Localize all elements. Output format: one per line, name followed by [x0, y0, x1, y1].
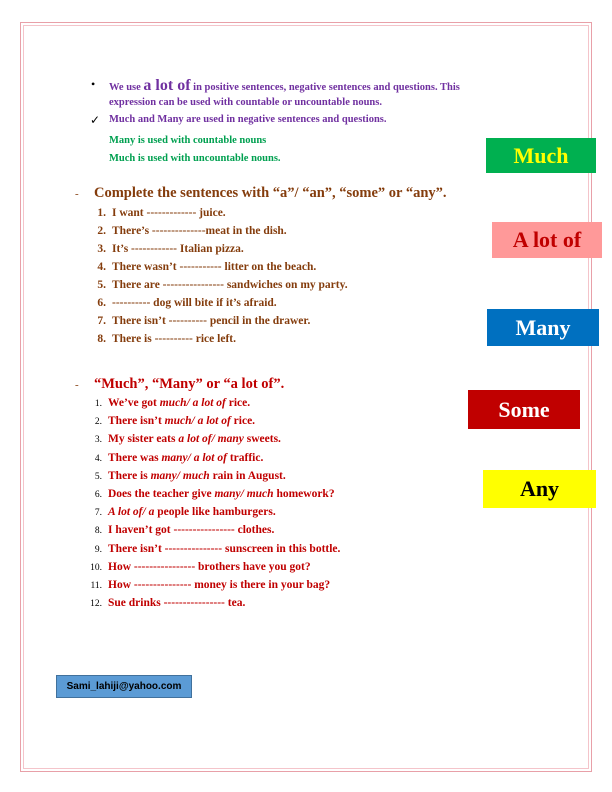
item-text: My sister eats [108, 433, 179, 446]
section-2-item [84, 470, 286, 482]
section-2-item [84, 524, 274, 536]
item-text: rain in August. [209, 469, 286, 482]
item-text: ---------- dog will bite if it’s afraid. [112, 297, 277, 309]
item-options: many/ much [214, 488, 274, 500]
item-options: A lot of/ a [108, 506, 155, 519]
intro-line-1 [109, 77, 460, 95]
section-1-dash: - [75, 188, 79, 200]
section-2-heading: “Much”, “Many” or “a lot of”. [94, 376, 285, 392]
word-box-much: Much [486, 138, 596, 173]
section-2-item [84, 506, 276, 518]
section-1-item [88, 297, 277, 309]
item-number: 6. [97, 297, 106, 309]
item-number: 9. [94, 544, 102, 555]
item-number: 5. [94, 471, 102, 482]
section-2-item [84, 579, 330, 591]
item-number: 8. [97, 333, 106, 345]
item-number: 11. [90, 581, 102, 591]
word-box-some: Some [468, 390, 580, 429]
intro-line-4: Many is used with countable nouns [109, 135, 267, 146]
item-number: 1. [94, 399, 102, 409]
section-2-item [84, 543, 340, 555]
item-text: We’ve got [108, 397, 160, 409]
section-2-item [84, 397, 250, 409]
email-label: Sami_lahiji@yahoo.com [56, 675, 192, 698]
section-2-item [84, 433, 281, 445]
item-text: I want ------------- juice. [112, 207, 226, 219]
intro-line-1-highlight: a lot of [143, 77, 191, 94]
item-options: a lot of/ many [178, 433, 244, 446]
item-text: There is ---------- rice left. [112, 333, 236, 345]
item-options: many/ a lot of [161, 451, 227, 464]
section-2-item [84, 561, 311, 573]
item-number: 1. [97, 207, 106, 219]
intro-line-1-pre: We use [109, 82, 144, 93]
section-1-item [88, 315, 310, 327]
item-text: rice. [225, 397, 251, 409]
section-2-item [84, 452, 263, 464]
intro-line-3: Much and Many are used in negative sentences and questions. [109, 114, 387, 125]
item-options: much/ a lot of [164, 415, 231, 428]
section-1-item [88, 261, 316, 273]
item-text: How --------------- money is there in your bag? [108, 579, 331, 591]
item-number: 10. [90, 562, 102, 573]
item-number: 3. [97, 243, 106, 255]
item-text: There wasn’t ----------- litter on the beach. [112, 261, 317, 273]
item-number: 7. [94, 508, 102, 519]
section-1-item [88, 333, 236, 345]
item-text: rice. [230, 415, 256, 428]
section-1-heading: Complete the sentences with “a”/ “an”, “some” or “any”. [94, 185, 447, 201]
item-options: much/ a lot of [159, 397, 226, 409]
item-number: 7. [97, 315, 106, 327]
item-number: 3. [94, 435, 102, 446]
item-number: 2. [97, 225, 106, 237]
bullet-dot: • [91, 77, 96, 91]
item-text: There isn’t [108, 415, 165, 428]
item-text: How ---------------- brothers have you got? [108, 560, 311, 573]
item-text: Sue drinks ---------------- tea. [108, 597, 246, 610]
section-1-item [88, 207, 226, 219]
item-text: There was [108, 451, 162, 464]
item-text: sweets. [243, 433, 281, 446]
word-box-any: Any [483, 470, 596, 508]
item-number: 2. [94, 417, 102, 428]
item-number: 8. [94, 526, 102, 537]
section-2-item [84, 597, 245, 609]
item-text: Does the teacher give [108, 488, 215, 500]
section-1-item [88, 279, 348, 291]
item-text: There are ---------------- sandwiches on my party. [112, 279, 348, 291]
word-box-a-lot-of: A lot of [492, 222, 602, 258]
section-2-item [84, 488, 335, 500]
section-1-item [88, 225, 287, 237]
item-text: It’s ------------ Italian pizza. [112, 243, 244, 255]
intro-line-2: expression can be used with countable or uncountable nouns. [109, 97, 382, 108]
section-2-dash: - [75, 379, 79, 391]
item-number: 4. [94, 453, 102, 464]
item-number: 6. [94, 490, 102, 500]
word-box-many: Many [487, 309, 599, 346]
item-number: 4. [97, 261, 106, 273]
item-text: There isn’t ---------- pencil in the drawer. [112, 315, 311, 327]
item-text: I haven’t got ---------------- clothes. [108, 524, 275, 537]
item-text: There isn’t --------------- sunscreen in this bottle. [108, 542, 341, 555]
item-number: 12. [90, 599, 102, 610]
checkmark-icon: ✓ [90, 113, 101, 127]
section-1-item [88, 243, 244, 255]
item-options: many/ much [150, 469, 210, 482]
section-2-item [84, 415, 255, 427]
item-text: people like hamburgers. [154, 506, 276, 519]
item-text: traffic. [226, 451, 264, 464]
intro-line-5: Much is used with uncountable nouns. [109, 153, 281, 164]
intro-line-1-post: in positive sentences, negative sentences and questions. This [190, 82, 460, 93]
item-number: 5. [97, 279, 106, 291]
item-text: There’s --------------meat in the dish. [112, 225, 287, 237]
item-text: There is [108, 469, 151, 482]
item-text: homework? [273, 488, 335, 500]
